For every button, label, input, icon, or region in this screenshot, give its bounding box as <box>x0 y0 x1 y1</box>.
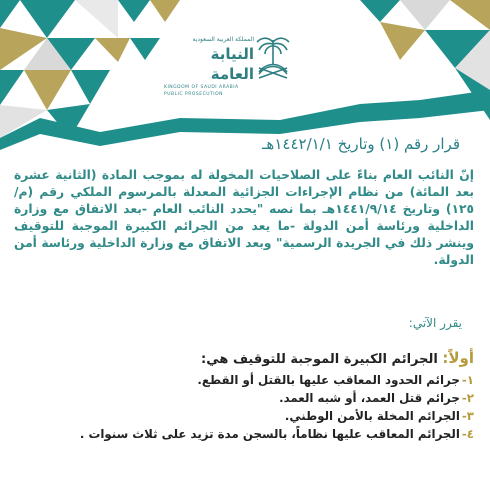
section-heading-text: الجرائم الكبيرة الموجبة للتوقيف هي: <box>201 352 438 367</box>
list-item <box>14 371 474 389</box>
decor-shape <box>118 0 150 22</box>
org-name: النيابة العامة <box>210 45 254 83</box>
decor-shape <box>450 0 490 30</box>
item-number: ٢- <box>461 391 474 405</box>
org-name-small: المملكة العربية السعودية <box>192 36 254 43</box>
item-text: جرائم الحدود المعاقب عليها بالقتل أو القطع. <box>197 373 460 387</box>
decor-shape <box>71 70 110 104</box>
decision-paragraph: إنّ النائب العام بناءً على الصلاحيات المخولة له بموجب المادة (الثانية عشرة بعد المائة) من نظام الإجراءات الجزائية المعدلة بالمرسوم الملكي رقم (م/١٢٥) وتاريخ ١٤٤١/٩/١٤هـ بما نصه "يحدد النائب العام -بعد الاتفاق مع وزارة الداخلية ورئاسة أمن الدولة -ما يعد من الجرائم الكبيرة الموجبة للتوقيف وينشر ذلك في الجريدة الرسمية" وبعد الاتفاق مع وزارة الداخلية ورئاسة أمن الدولة. <box>14 168 474 267</box>
org-name-en: KINGDOM OF SAUDI ARABIA <box>164 85 239 90</box>
decor-shape <box>20 0 75 38</box>
decor-shape <box>24 70 71 110</box>
decision-title: قرار رقم (١) وتاريخ ١٤٤٢/١/١هـ <box>262 135 460 153</box>
decor-shape <box>360 0 400 22</box>
item-text: جرائم قتل العمد، أو شبه العمد. <box>279 391 460 405</box>
decor-shape <box>0 0 20 28</box>
list-item <box>14 407 474 425</box>
item-text: الجرائم المعاقب عليها نظاماً، بالسجن مدة تزيد على ثلاث سنوات . <box>79 427 460 441</box>
decor-shape <box>380 22 425 60</box>
section-heading <box>201 349 474 367</box>
section-first-label: أولاً: <box>442 349 474 367</box>
list-item <box>14 425 474 443</box>
item-number: ١- <box>461 373 474 387</box>
organization-logo-text <box>164 36 254 98</box>
crimes-list <box>14 371 474 443</box>
palm-swords-emblem-icon <box>253 34 293 82</box>
decor-shape <box>95 38 130 62</box>
decor-shape <box>400 0 450 30</box>
decor-shape <box>0 70 24 105</box>
list-item <box>14 389 474 407</box>
item-number: ٣- <box>461 409 474 423</box>
decor-shape <box>75 0 118 38</box>
decides-label: يقرر الآتي: <box>408 316 462 330</box>
decor-shape <box>130 38 160 60</box>
item-number: ٤- <box>461 427 474 441</box>
item-text: الجرائم المخلة بالأمن الوطني. <box>284 409 460 423</box>
decor-shape <box>150 0 180 22</box>
org-subname-en: PUBLIC PROSECUTION <box>164 92 224 97</box>
